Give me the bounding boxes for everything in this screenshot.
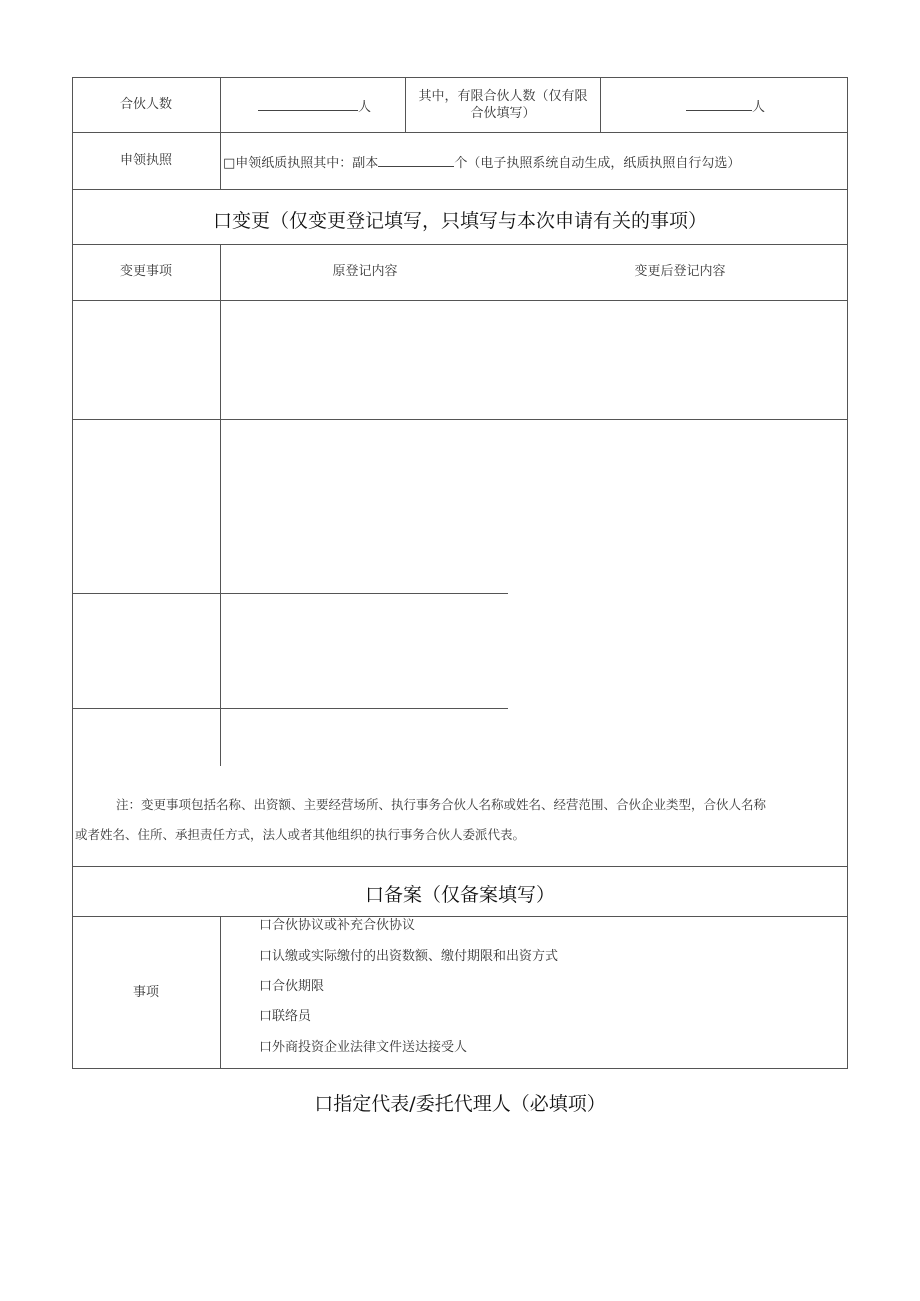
row-divider xyxy=(72,189,848,190)
row-divider xyxy=(72,916,848,917)
change-entry-row[interactable] xyxy=(221,709,508,766)
partner-count-field[interactable] xyxy=(258,97,371,116)
change-entry-row[interactable] xyxy=(221,594,508,708)
filing-option[interactable]: 口外商投资企业法律文件送达接受人 xyxy=(259,1040,468,1055)
license-text-suffix: 个（电子执照系统自动生成，纸质执照自行勾选） xyxy=(454,156,741,171)
table-border-bottom xyxy=(72,1068,848,1069)
filing-option[interactable]: 口认缴或实际缴付的出资数额、缴付期限和出资方式 xyxy=(259,949,559,964)
license-option xyxy=(223,153,740,172)
column-divider xyxy=(600,77,601,132)
column-divider xyxy=(220,916,221,1068)
partner-count-unit: 人 xyxy=(358,100,372,115)
filing-section-title: 口备案（仅备案填写） xyxy=(364,884,555,906)
column-divider xyxy=(220,77,221,189)
change-entry-row[interactable] xyxy=(221,301,847,419)
copies-blank[interactable] xyxy=(378,153,454,167)
filing-option[interactable]: 口合伙协议或补充合伙协议 xyxy=(259,918,416,933)
change-item-header: 变更事项 xyxy=(119,264,172,279)
change-section-title: 口变更（仅变更登记填写，只填写与本次申请有关的事项） xyxy=(212,210,707,232)
change-entry-row[interactable] xyxy=(221,420,847,593)
new-content-header: 变更后登记内容 xyxy=(634,264,726,279)
limited-partner-label-line2: 合伙填写） xyxy=(470,106,536,121)
limited-partner-label-line1: 其中，有限合伙人数（仅有限 xyxy=(418,89,588,104)
partner-count-label: 合伙人数 xyxy=(119,97,172,112)
representative-section-title: 口指定代表/委托代理人（必填项） xyxy=(314,1093,606,1115)
row-divider xyxy=(72,244,848,245)
row-divider xyxy=(72,132,848,133)
table-border-top xyxy=(72,77,848,78)
partner-count-blank[interactable] xyxy=(258,97,358,111)
change-note-line2: 或者姓名、住所、承担责任方式，法人或者其他组织的执行事务合伙人委派代表。 xyxy=(75,827,526,842)
filing-option[interactable]: 口合伙期限 xyxy=(259,979,325,994)
filing-items-label: 事项 xyxy=(132,985,159,1000)
change-note-line1: 注：变更事项包括名称、出资额、主要经营场所、执行事务合伙人名称或姓名、经营范围、合伙企业类型，合伙人名称 xyxy=(116,797,767,812)
filing-option[interactable]: 口联络员 xyxy=(259,1009,312,1024)
limited-partner-count-blank[interactable] xyxy=(686,97,752,111)
license-label: 申领执照 xyxy=(119,153,172,168)
row-divider xyxy=(72,866,848,867)
license-text-prefix: 申领纸质执照其中：副本 xyxy=(235,156,379,171)
limited-partner-count-unit: 人 xyxy=(752,100,766,115)
limited-partner-count-field[interactable] xyxy=(686,97,765,116)
original-content-header: 原登记内容 xyxy=(332,264,398,279)
paper-license-checkbox[interactable]: □ xyxy=(223,156,236,171)
